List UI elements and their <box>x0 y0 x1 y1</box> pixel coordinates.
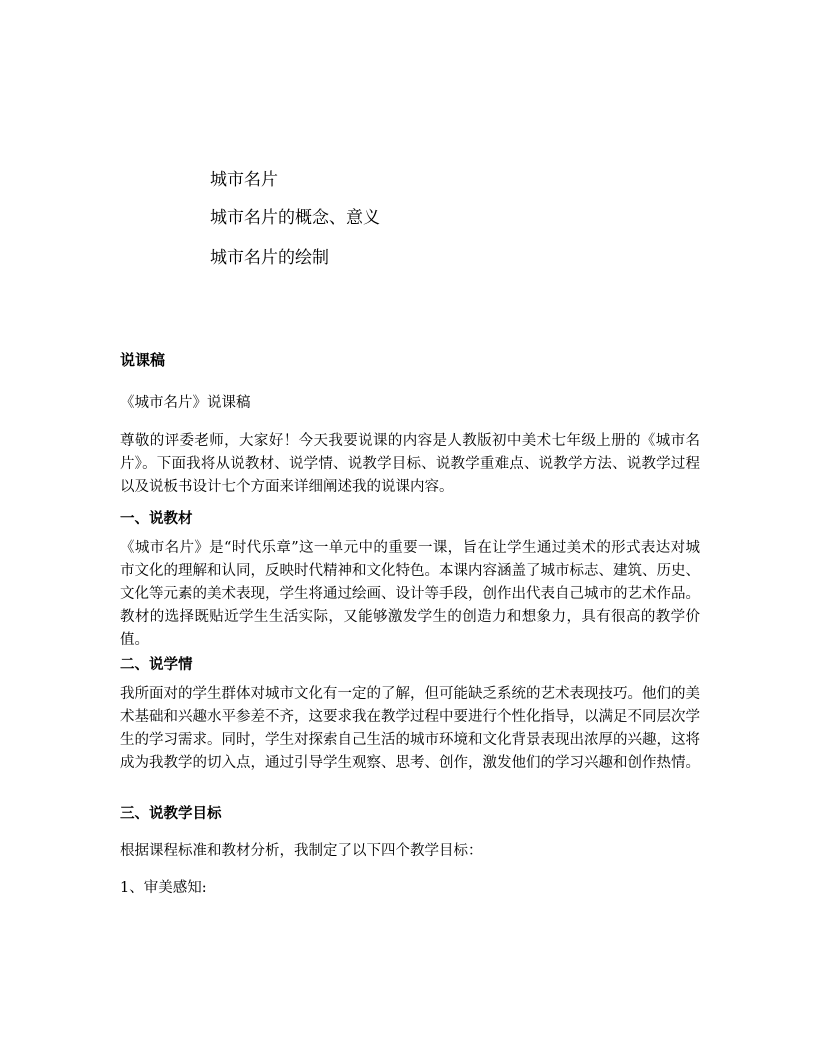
toc-item-concept-meaning: 城市名片的概念、意义 <box>210 208 380 228</box>
section-heading-objectives: 三、说教学目标 <box>120 806 222 822</box>
section-heading-textbook: 一、说教材 <box>120 511 193 527</box>
section-body-textbook: 《城市名片》是“时代乐章”这一单元中的重要一课，旨在让学生通过美术的形式表达对城市文化的理解和认同，反映时代精神和文化特色。本课内容涵盖了城市标志、建筑、历史、文化等元素的美术表现，学生将通过绘画、设计等手段，创作出代表自己城市的艺术作品。教材的选择既贴近学生生活实际，又能够激发学生的创造力和想象力，具有很高的教学价值。 <box>120 540 700 648</box>
document-subtitle: 《城市名片》说课稿 <box>120 395 251 411</box>
intro-paragraph: 尊敬的评委老师，大家好！今天我要说课的内容是人教版初中美术七年级上册的《城市名片》。下面我将从说教材、说学情、说教学目标、说教学重难点、说教学方法、说教学过程以及说板书设计七个方面来详细阐述我的说课内容。 <box>120 433 700 495</box>
toc-item-drawing: 城市名片的绘制 <box>210 248 329 268</box>
document-title: 说课稿 <box>120 351 166 369</box>
section-heading-students: 二、说学情 <box>120 657 193 673</box>
toc-item-city-card: 城市名片 <box>210 170 278 190</box>
section-body-students: 我所面对的学生群体对城市文化有一定的了解，但可能缺乏系统的艺术表现技巧。他们的美术基础和兴趣水平参差不齐，这要求我在教学过程中要进行个性化指导，以满足不同层次学生的学习需求。同时，学生对探索自己生活的城市环境和文化背景表现出浓厚的兴趣，这将成为我教学的切入点，通过引导学生观察、思考、创作，激发他们的学习兴趣和创作热情。 <box>120 686 700 771</box>
section-body-objectives: 根据课程标准和教材分析，我制定了以下四个教学目标： <box>120 843 483 859</box>
objective-item-1: 1、审美感知: <box>120 880 207 896</box>
